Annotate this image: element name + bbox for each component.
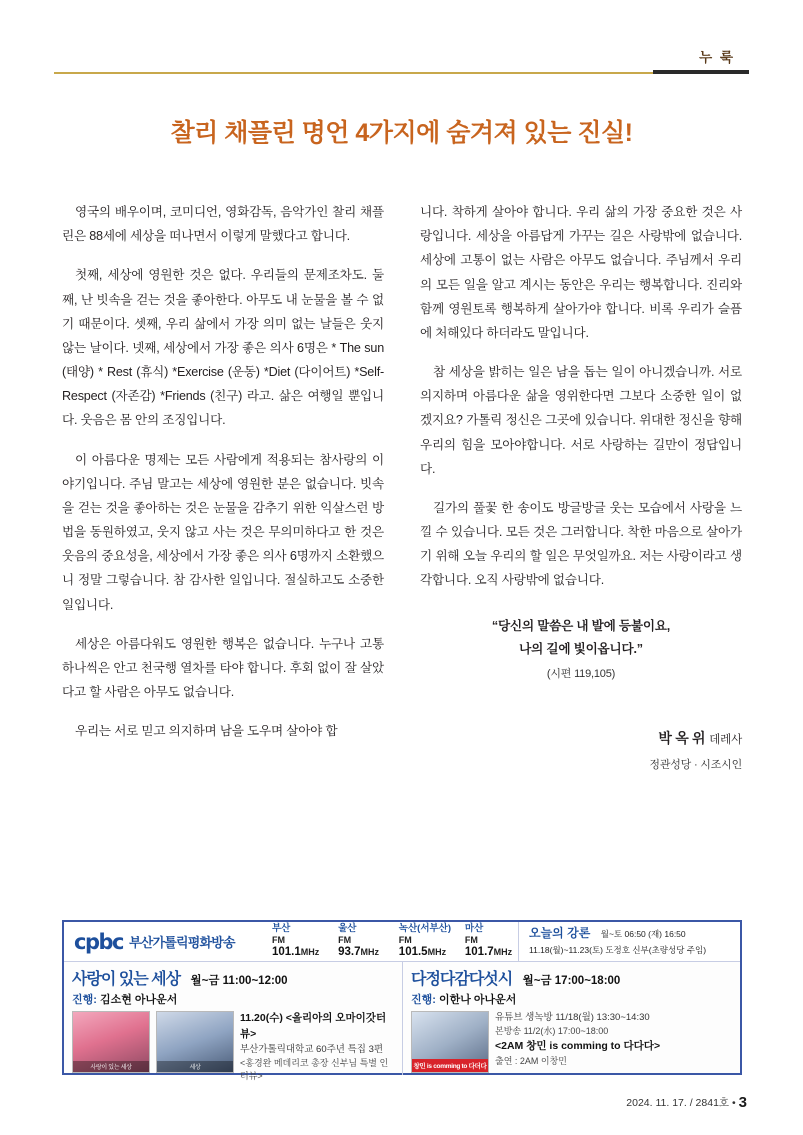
article-body xyxy=(62,200,742,900)
program-episode-note: <홍경완 메데리코 총장 신부님 특별 인터뷰> xyxy=(240,1057,389,1082)
frequency-value: 101.7 xyxy=(464,945,494,958)
page-header xyxy=(54,36,749,74)
program-host-label: 진행: xyxy=(411,994,436,1006)
frequency-item xyxy=(399,924,452,958)
frequency-value: 101.1 xyxy=(272,945,301,958)
program-episode-sub: 유튜브 생녹방 11/18(월) 13:30~14:30 xyxy=(495,1012,650,1023)
article-column-left xyxy=(62,200,384,900)
program-host xyxy=(72,991,396,1007)
page-title: 찰리 채플린 명언 4가지에 숨겨져 있는 진실! xyxy=(170,119,633,147)
frequency-band: FM xyxy=(272,935,285,946)
author-affiliation: 정관성당 · 시조시인 xyxy=(649,759,742,772)
frequency-unit: MHz xyxy=(427,946,447,957)
frequency-item xyxy=(272,924,325,958)
frequency-band: FM xyxy=(398,935,412,946)
page-footer xyxy=(626,1094,747,1111)
program-host-name: 이한나 아나운서 xyxy=(438,994,517,1006)
program-episode-title: <2AM 창민 is comming to 다다다> xyxy=(495,1039,661,1052)
cpbc-station-name: 부산가톨릭평화방송 xyxy=(128,935,235,950)
program-episode-sub: 부산가톨릭대학교 60주년 특집 3편 xyxy=(240,1043,384,1055)
today-homily-note: 11.18(월)~11.23(토) 도정호 신부(초량성당 주임) xyxy=(529,945,707,955)
paragraph: 첫째, 세상에 영원한 것은 없다. 우리들의 문제조차도. 둘째, 난 빗속을 걷는 것을 좋아한다. 아무도 내 눈물을 볼 수 없기 때문이다. 셋째, 우리 삶에서 가장 의미 없는 날들은 웃지 않는 날이다. 넷째, 세상에서 가장 좋은 의사 6명은 * The sun (태양) * Rest (휴식) *Exercise (운동) *Diet (다이어트) *Self-Respect (자존감) *Friends (친구) 라고. 삶은 여행일 뿐입니다. 웃음은 몸 안의 조징입니다. xyxy=(62,268,384,428)
program-episode-title: 11.20(수) <올리아의 오마이갓터뷰> xyxy=(240,1012,387,1040)
frequency-item xyxy=(338,924,386,958)
frequency-unit: MHz xyxy=(360,946,379,957)
today-homily-time: 월~토 06:50 (재) 16:50 xyxy=(600,929,686,939)
paragraph: 이 아름다운 명제는 모든 사람에게 적용되는 참사랑의 이야기입니다. 주님 말고는 세상에 영원한 분은 없습니다. 빗속을 걷는 것을 좋아하는 것은 눈물을 감추기 위한 익살스런 방법을 동원하였고, 웃지 않고 사는 것은 무의미하다고 한 것은 웃음의 중요성을, 세상에서 가장 좋은 의사 6명까지 소환했으니 정말 그렇습니다. 참 감사한 일입니다. 절실하고도 소중한 일입니다. xyxy=(62,452,384,612)
byline xyxy=(420,725,742,777)
frequency-band: FM xyxy=(464,935,478,946)
thumbnail-caption: 사랑이 있는 세상 xyxy=(73,1061,149,1072)
author-role: 데레사 xyxy=(709,733,742,746)
paragraph: 세상은 아름다워도 영원한 행복은 없습니다. 누구나 고통 하나씩은 안고 천국행 열차를 타야 합니다. 후회 없이 잘 살았다고 할 사람은 아무도 없습니다. xyxy=(62,636,384,700)
program-title: 사랑이 있는 세상 xyxy=(72,971,181,988)
frequency-unit: MHz xyxy=(300,946,320,957)
paragraph: 우리는 서로 믿고 의지하며 남을 도우며 살아야 합 xyxy=(75,724,338,739)
author-name: 박 옥 위 xyxy=(658,729,706,746)
ad-programs xyxy=(64,962,740,1082)
scripture-quote xyxy=(420,615,742,685)
frequency-city: 녹산(서부산) xyxy=(398,923,452,935)
frequency-list xyxy=(272,922,518,961)
frequency-value: 93.7 xyxy=(338,945,361,958)
program-card-sarang[interactable] xyxy=(64,962,402,1082)
header-divider-accent xyxy=(653,70,749,74)
program-thumbnail xyxy=(411,1011,489,1073)
paragraph: 길가의 풀꽃 한 송이도 방글방글 웃는 모습에서 사랑을 느낄 수 있습니다. 모든 것은 그러합니다. 착한 마음으로 살아가기 위해 오늘 우리의 할 일은 무엇일까요. 저는 사랑이라고 생각합니다. 오직 사랑밖에 없습니다. xyxy=(420,500,742,588)
frequency-city: 울산 xyxy=(338,923,357,935)
frequency-value: 101.5 xyxy=(398,945,428,958)
program-info xyxy=(240,1011,396,1084)
today-homily-title: 오늘의 강론 xyxy=(529,926,591,940)
program-episode-cast: 출연 : 2AM 이창민 xyxy=(495,1055,567,1066)
quote-source: (시편 119,105) xyxy=(546,668,616,681)
today-homily-block xyxy=(518,922,740,961)
frequency-city: 부산 xyxy=(272,923,291,935)
frequency-item xyxy=(465,924,518,958)
program-card-dajeong[interactable] xyxy=(402,962,740,1075)
program-time: 월~금 17:00~18:00 xyxy=(522,975,621,987)
program-host xyxy=(411,991,734,1007)
program-thumbnail xyxy=(156,1011,234,1073)
paragraph: 참 세상을 밝히는 일은 남을 돕는 일이 아니겠습니까. 서로 의지하며 아름다운 삶을 영위한다면 그보다 소중한 일이 없겠지요? 가톨릭 정신은 그곳에 있습니다. 위대한 정신을 향해 우리의 힘을 모아야합니다. 서로 사랑하는 길만이 정답입니다. xyxy=(420,365,742,476)
cpbc-logo xyxy=(64,922,272,961)
frequency-city: 마산 xyxy=(464,923,484,935)
program-time: 월~금 11:00~12:00 xyxy=(190,975,288,987)
program-thumbnail xyxy=(72,1011,150,1073)
section-label: 누 룩 xyxy=(699,50,735,65)
article-column-right xyxy=(420,200,742,900)
quote-line-2: 나의 길에 빛이옵니다.” xyxy=(519,641,643,656)
thumbnail-ribbon: 창민 is comming to 다더다 xyxy=(412,1059,488,1072)
program-host-label: 진행: xyxy=(72,994,97,1006)
thumbnail-caption: 세상 xyxy=(157,1061,233,1072)
quote-line-1: “당신의 말씀은 내 발에 등불이요, xyxy=(491,618,671,633)
ad-header xyxy=(64,922,740,962)
paragraph: 영국의 배우이며, 코미디언, 영화감독, 음악가인 찰리 채플린은 88세에 세상을 떠나면서 이렇게 말했다고 합니다. xyxy=(62,205,384,244)
program-host-name: 김소현 아나운서 xyxy=(99,994,178,1006)
paragraph: 니다. 착하게 살아야 합니다. 우리 삶의 가장 중요한 것은 사랑입니다. 세상을 아름답게 가꾸는 길은 사랑밖에 없습니다. 세상에 고통이 없는 사람은 아무도 없습니다. 주님께서 우리의 모든 일을 알고 계시는 동안은 우리는 행복합니다. 진리와 함께 영원토록 행복하게 살아가야 합니다. 비록 우리가 슬픔에 처해있다 하더라도 말입니다. xyxy=(420,205,742,340)
program-info xyxy=(495,1011,660,1073)
header-divider xyxy=(54,72,749,74)
advertisement-banner[interactable] xyxy=(62,920,742,1082)
page-number: 3 xyxy=(738,1094,747,1111)
program-episode-note: 본방송 11/2(水) 17:00~18:00 xyxy=(495,1026,609,1037)
program-title: 다정다감다섯시 xyxy=(411,971,513,988)
issue-info: 2024. 11. 17. / 2841호 • xyxy=(626,1097,736,1109)
frequency-band: FM xyxy=(338,935,352,946)
cpbc-wordmark-icon: cpbc xyxy=(74,929,123,954)
frequency-unit: MHz xyxy=(493,946,513,957)
